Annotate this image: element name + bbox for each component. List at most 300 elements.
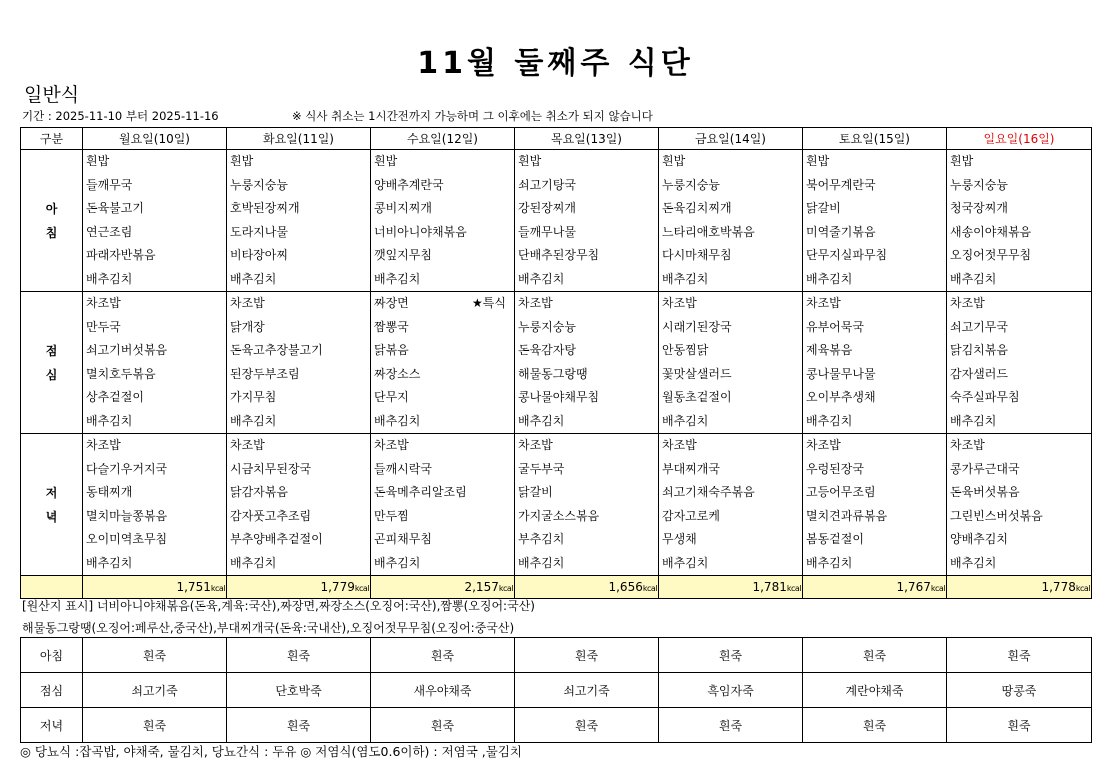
day-header: 금요일(14일): [659, 128, 803, 150]
menu-item-text: 들깨시락국: [374, 461, 432, 476]
menu-item: [806, 434, 946, 458]
menu-item-text: 감자풋고추조림: [230, 508, 312, 523]
calorie-unit: kcal: [498, 584, 513, 593]
menu-item: [950, 481, 1091, 505]
menu-item-text: 오징어젓무무침: [950, 248, 1032, 262]
menu-item: [518, 150, 658, 174]
menu-item-text: 배추김치: [806, 271, 853, 286]
menu-item-text: 단배추된장무침: [518, 248, 600, 262]
menu-item: [662, 386, 802, 410]
menu-cell: [947, 150, 1092, 292]
menu-item-text: 시래기된장국: [662, 319, 732, 334]
menu-item-text: 배추김치: [950, 555, 997, 570]
calorie-unit: kcal: [1075, 584, 1090, 593]
menu-item-text: 강된장찌개: [518, 201, 576, 215]
menu-cell: [803, 292, 947, 434]
menu-item: [230, 244, 370, 268]
menu-item-text: 월동초겉절이: [662, 390, 732, 404]
calorie-cell: [83, 576, 227, 599]
menu-item: [230, 386, 370, 410]
period-text: 기간 : 2025-11-10 부터 2025-11-16: [22, 109, 219, 123]
menu-item-text: 콩비지찌개: [374, 201, 432, 215]
calorie-unit: kcal: [930, 584, 945, 593]
menu-cell: [83, 292, 227, 434]
porridge-row: [21, 638, 1092, 673]
menu-item-text: 오이미역초무침: [86, 532, 168, 546]
porridge-cell: 흰죽: [227, 638, 371, 673]
calorie-unit: kcal: [786, 584, 801, 593]
meal-row: [21, 434, 1092, 576]
menu-item-text: 숙주실파무침: [950, 390, 1020, 404]
menu-item-text: 배추김치: [518, 555, 565, 570]
menu-item: [374, 434, 514, 458]
menu-item-text: 차조밥: [662, 296, 697, 310]
menu-item: [86, 552, 226, 576]
menu-item-text: 배추김치: [230, 555, 277, 570]
menu-item-text: 배추김치: [230, 271, 277, 286]
calorie-value: 1,779: [320, 580, 355, 594]
menu-item-text: 가지무침: [230, 390, 277, 404]
porridge-cell: 흰죽: [227, 708, 371, 743]
porridge-cell: 쇠고기죽: [83, 673, 227, 708]
menu-item: [230, 221, 370, 245]
menu-item: [374, 197, 514, 221]
meal-label-char: 녁: [45, 509, 58, 524]
corner-header: 구분: [21, 128, 83, 150]
menu-item-text: 멸치호두볶음: [86, 366, 156, 381]
menu-item: [230, 528, 370, 552]
menu-item-text: 연근조림: [86, 224, 133, 239]
menu-type-label: 일반식: [24, 84, 80, 106]
menu-item: [662, 434, 802, 458]
day-header: 화요일(11일): [227, 128, 371, 150]
menu-item: [806, 481, 946, 505]
menu-item: [518, 528, 658, 552]
menu-item: [86, 528, 226, 552]
menu-item-text: 닭갈비: [806, 201, 841, 215]
menu-cell: [227, 434, 371, 576]
menu-item-text: 새송이야채볶음: [950, 224, 1032, 239]
menu-item-text: 굴두부국: [518, 461, 565, 476]
menu-item-text: 비타장아찌: [230, 248, 288, 262]
calorie-cell: [947, 576, 1092, 599]
menu-item: [374, 174, 514, 198]
menu-item: [662, 174, 802, 198]
menu-item-text: 차조밥: [806, 296, 841, 310]
menu-item: [806, 552, 946, 576]
calorie-unit: kcal: [210, 584, 225, 593]
menu-item-text: 차조밥: [518, 296, 553, 310]
menu-item-text: 오이부추생채: [806, 390, 876, 404]
menu-cell: [227, 292, 371, 434]
menu-item-text: 배추김치: [86, 555, 133, 570]
menu-item-text: 미역줄기볶음: [806, 224, 876, 239]
menu-item-text: 양배추김치: [950, 532, 1008, 546]
calorie-value: 1,778: [1041, 580, 1076, 594]
menu-cell: [659, 434, 803, 576]
menu-item-text: 돈육불고기: [86, 201, 144, 215]
porridge-cell: 흰죽: [803, 708, 947, 743]
menu-item: [86, 505, 226, 529]
menu-item: [662, 339, 802, 363]
menu-item-text: 배추김치: [662, 413, 709, 428]
menu-cell: [83, 434, 227, 576]
menu-item: [806, 292, 946, 316]
menu-item-text: 들깨무나물: [518, 224, 576, 239]
porridge-meal-label: 저녁: [21, 708, 83, 743]
menu-item-text: 닭갈비: [518, 485, 553, 499]
meal-label-char: 저: [45, 485, 58, 500]
menu-item-text: 고등어무조림: [806, 485, 876, 499]
porridge-cell: 새우야채죽: [371, 673, 515, 708]
menu-item: [86, 197, 226, 221]
calorie-cell: [803, 576, 947, 599]
menu-item-text: 흰밥: [950, 154, 974, 168]
porridge-row: [21, 673, 1092, 708]
calorie-label-cell: [21, 576, 83, 599]
menu-item: [950, 292, 1091, 316]
origin-line-2: 해물동그랑땡(오징어:페루산,중국산),부대찌개국(돈육:국내산),오징어젓무무침(오징어:중국산): [22, 621, 515, 635]
menu-item-text: 차조밥: [662, 438, 697, 452]
menu-item-text: 닭볶음: [374, 343, 409, 357]
menu-item: [662, 268, 802, 292]
menu-item: [518, 481, 658, 505]
menu-item-text: 감자고로케: [662, 508, 720, 523]
day-header: 토요일(15일): [803, 128, 947, 150]
menu-item: [230, 150, 370, 174]
menu-item: [662, 552, 802, 576]
menu-item-text: 배추김치: [374, 413, 421, 428]
calorie-value: 1,781: [752, 580, 787, 594]
menu-cell: [371, 434, 515, 576]
meal-row: [21, 292, 1092, 434]
menu-item: [950, 221, 1091, 245]
menu-item-text: 무생채: [662, 532, 697, 546]
menu-item-text: 봄동겉절이: [806, 532, 864, 546]
menu-item: [662, 363, 802, 387]
menu-item: [374, 481, 514, 505]
menu-item: [230, 292, 370, 316]
menu-item: [518, 316, 658, 340]
meal-label: [21, 434, 83, 576]
menu-item: [950, 316, 1091, 340]
menu-item: [806, 244, 946, 268]
day-header: 일요일(16일): [947, 128, 1092, 150]
menu-item-text: 부추김치: [518, 532, 565, 546]
menu-item: [950, 386, 1091, 410]
menu-item-text: 감자샐러드: [950, 366, 1008, 381]
porridge-row: [21, 708, 1092, 743]
menu-item: [950, 552, 1091, 576]
menu-item-text: 곤피채무침: [374, 532, 432, 546]
menu-item-text: 돈육메추리알조림: [374, 485, 467, 499]
day-header: 월요일(10일): [83, 128, 227, 150]
menu-item: [950, 339, 1091, 363]
menu-item-text: 배추김치: [86, 271, 133, 286]
meal-label-char: 심: [45, 367, 58, 382]
menu-item-text: 배추김치: [518, 413, 565, 428]
menu-item: [230, 363, 370, 387]
menu-item: [86, 410, 226, 434]
menu-item: [518, 386, 658, 410]
menu-item-text: 배추김치: [86, 413, 133, 428]
menu-cell: [803, 434, 947, 576]
menu-cell: [371, 292, 515, 434]
menu-item: [950, 268, 1091, 292]
menu-item-text: 배추김치: [950, 271, 997, 286]
porridge-cell: 흰죽: [659, 708, 803, 743]
menu-item-text: 닭개장: [230, 319, 265, 334]
menu-item: [230, 458, 370, 482]
cancel-notice: ※ 식사 취소는 1시간전까지 가능하며 그 이후에는 취소가 되지 않습니다: [292, 109, 653, 123]
menu-item: [374, 505, 514, 529]
menu-item: [86, 150, 226, 174]
menu-cell: [515, 150, 659, 292]
menu-item-text: 배추김치: [662, 555, 709, 570]
calorie-cell: [371, 576, 515, 599]
calorie-value: 1,767: [896, 580, 931, 594]
menu-item-text: 누룽지숭늉: [518, 319, 576, 334]
menu-item-text: 돈육김치찌개: [662, 201, 732, 215]
diet-note: ◎ 당뇨식 :잡곡밥, 야채죽, 물김치, 당뇨간식 : 두유 ◎ 저염식(염도0.6이하) : 저염국 ,물김치: [20, 744, 522, 759]
menu-item-text: 돈육버섯볶음: [950, 485, 1020, 499]
menu-item: [662, 150, 802, 174]
calorie-unit: kcal: [642, 584, 657, 593]
menu-item-text: 콩나물무나물: [806, 366, 876, 381]
menu-item: [86, 292, 226, 316]
menu-item: [86, 268, 226, 292]
menu-item: [230, 339, 370, 363]
menu-item-text: 차조밥: [374, 438, 409, 452]
menu-cell: [371, 150, 515, 292]
menu-item-text: 쇠고기탕국: [518, 177, 576, 192]
porridge-cell: 계란야채죽: [803, 673, 947, 708]
day-header: 수요일(12일): [371, 128, 515, 150]
menu-item-text: 누룽지숭늉: [230, 177, 288, 192]
special-badge: ★특식: [472, 296, 506, 310]
menu-cell: [515, 292, 659, 434]
menu-item-text: 짬뽕국: [374, 319, 409, 334]
menu-item-text: 배추김치: [662, 271, 709, 286]
menu-item: [662, 458, 802, 482]
porridge-cell: 땅콩죽: [947, 673, 1092, 708]
menu-item: [230, 316, 370, 340]
day-header: 목요일(13일): [515, 128, 659, 150]
menu-item: [374, 528, 514, 552]
porridge-cell: 흰죽: [371, 708, 515, 743]
menu-item: [662, 481, 802, 505]
menu-item: [806, 528, 946, 552]
menu-item: [662, 316, 802, 340]
menu-item-text: 배추김치: [230, 413, 277, 428]
menu-item: [374, 386, 514, 410]
menu-item: [86, 363, 226, 387]
menu-item-text: 닭감자볶음: [230, 485, 288, 499]
menu-item: [374, 363, 514, 387]
menu-cell: [659, 292, 803, 434]
menu-item: [662, 528, 802, 552]
menu-item-text: 만두국: [86, 319, 121, 334]
menu-item-text: 북어무계란국: [806, 177, 876, 192]
porridge-cell: 흰죽: [947, 638, 1092, 673]
menu-cell: [227, 150, 371, 292]
menu-item: [518, 174, 658, 198]
menu-item: [806, 197, 946, 221]
menu-item-text: 차조밥: [230, 438, 265, 452]
menu-item-text: 배추김치: [374, 271, 421, 286]
menu-item: [950, 244, 1091, 268]
porridge-cell: 흰죽: [83, 708, 227, 743]
calorie-unit: kcal: [354, 584, 369, 593]
menu-item-text: 누룽지숭늉: [950, 177, 1008, 192]
menu-item: [230, 174, 370, 198]
porridge-cell: 흰죽: [803, 638, 947, 673]
menu-item-text: 부추양배추겉절이: [230, 532, 323, 546]
menu-item-text: 흰밥: [86, 154, 110, 168]
menu-item-text: 들깨무국: [86, 177, 133, 192]
menu-item-text: 흰밥: [518, 154, 542, 168]
menu-item: [806, 150, 946, 174]
menu-item-text: 쇠고기채숙주볶음: [662, 485, 755, 499]
meal-label: [21, 292, 83, 434]
menu-cell: [83, 150, 227, 292]
menu-item-text: 느타리애호박볶음: [662, 224, 755, 239]
menu-item-text: 배추김치: [374, 555, 421, 570]
menu-item: [518, 221, 658, 245]
calorie-value: 2,157: [464, 580, 499, 594]
menu-item: [518, 339, 658, 363]
menu-item-text: 안동찜닭: [662, 343, 709, 357]
menu-item-text: 흰밥: [230, 154, 254, 168]
porridge-cell: 흰죽: [659, 638, 803, 673]
menu-item-text: 흰밥: [806, 154, 830, 168]
menu-item: [230, 434, 370, 458]
menu-item-text: 깻잎지무침: [374, 248, 432, 262]
menu-item: [518, 552, 658, 576]
menu-item-text: 된장두부조림: [230, 366, 300, 381]
menu-item: [806, 363, 946, 387]
menu-item-text: 쇠고기무국: [950, 319, 1008, 334]
menu-item: [806, 174, 946, 198]
menu-cell: [947, 434, 1092, 576]
menu-item: [86, 174, 226, 198]
menu-item: [374, 221, 514, 245]
menu-item: [950, 363, 1091, 387]
menu-item: [518, 363, 658, 387]
menu-item: [230, 197, 370, 221]
menu-item: [806, 505, 946, 529]
menu-item-text: 짜장소스: [374, 366, 421, 381]
menu-item: [662, 292, 802, 316]
calorie-cell: [659, 576, 803, 599]
menu-item: [950, 150, 1091, 174]
menu-item-text: 차조밥: [86, 438, 121, 452]
menu-item-text: 차조밥: [230, 296, 265, 310]
menu-item: [230, 410, 370, 434]
menu-cell: [947, 292, 1092, 434]
menu-item-text: 동태찌개: [86, 485, 133, 499]
day-header-row: [21, 128, 1092, 150]
menu-item-text: 호박된장찌개: [230, 201, 300, 215]
menu-item: [230, 268, 370, 292]
page-title: 11월 둘째주 식단: [417, 46, 694, 81]
menu-item: [374, 292, 514, 316]
weekly-menu-table: [20, 127, 1092, 599]
menu-item: [806, 316, 946, 340]
menu-item: [86, 458, 226, 482]
menu-item: [374, 244, 514, 268]
menu-item: [374, 316, 514, 340]
porridge-cell: 쇠고기죽: [515, 673, 659, 708]
menu-item-text: 배추김치: [806, 413, 853, 428]
menu-item: [374, 268, 514, 292]
menu-item-text: 콩나물야채무침: [518, 390, 600, 404]
porridge-cell: 흰죽: [947, 708, 1092, 743]
menu-item: [518, 505, 658, 529]
meal-label: [21, 150, 83, 292]
menu-item: [374, 410, 514, 434]
menu-item-text: 쇠고기버섯볶음: [86, 343, 168, 357]
calorie-cell: [515, 576, 659, 599]
menu-item-text: 짜장면: [374, 296, 409, 310]
porridge-cell: 흑임자죽: [659, 673, 803, 708]
menu-item: [230, 481, 370, 505]
menu-item: [806, 410, 946, 434]
menu-item-text: 단무지: [374, 390, 409, 404]
menu-item: [806, 339, 946, 363]
menu-cell: [515, 434, 659, 576]
menu-item-text: 멸치마늘쫑볶음: [86, 508, 168, 523]
menu-item-text: 제육볶음: [806, 343, 853, 357]
menu-item-text: 돈육감자탕: [518, 343, 576, 357]
menu-item: [518, 410, 658, 434]
porridge-cell: 흰죽: [371, 638, 515, 673]
menu-item-text: 누룽지숭늉: [662, 177, 720, 192]
menu-item: [950, 528, 1091, 552]
menu-item-text: 그린빈스버섯볶음: [950, 508, 1043, 523]
menu-item: [950, 458, 1091, 482]
menu-item: [374, 552, 514, 576]
menu-item-text: 다슬기우거지국: [86, 461, 168, 476]
menu-item-text: 차조밥: [950, 438, 985, 452]
menu-item: [86, 221, 226, 245]
porridge-cell: 흰죽: [515, 708, 659, 743]
menu-item-text: 파래자반볶음: [86, 248, 156, 262]
menu-item: [518, 434, 658, 458]
menu-cell: [803, 150, 947, 292]
menu-item: [662, 410, 802, 434]
menu-item: [806, 386, 946, 410]
menu-item: [662, 221, 802, 245]
porridge-cell: 흰죽: [83, 638, 227, 673]
menu-item-text: 우렁된장국: [806, 461, 864, 476]
menu-item-text: 단무지실파무침: [806, 248, 888, 262]
menu-item: [86, 434, 226, 458]
menu-item-text: 시금치무된장국: [230, 461, 312, 476]
menu-item: [806, 221, 946, 245]
menu-item-text: 너비아니야채볶음: [374, 224, 467, 239]
menu-item-text: 해물동그랑땡: [518, 366, 588, 381]
menu-item: [518, 458, 658, 482]
menu-item: [86, 481, 226, 505]
menu-item-text: 돈육고추장불고기: [230, 343, 323, 357]
menu-item-text: 상추겉절이: [86, 390, 144, 404]
menu-item: [86, 386, 226, 410]
menu-item-text: 양배추계란국: [374, 177, 444, 192]
menu-item-text: 배추김치: [518, 271, 565, 286]
menu-item: [806, 458, 946, 482]
menu-item-text: 흰밥: [374, 154, 398, 168]
